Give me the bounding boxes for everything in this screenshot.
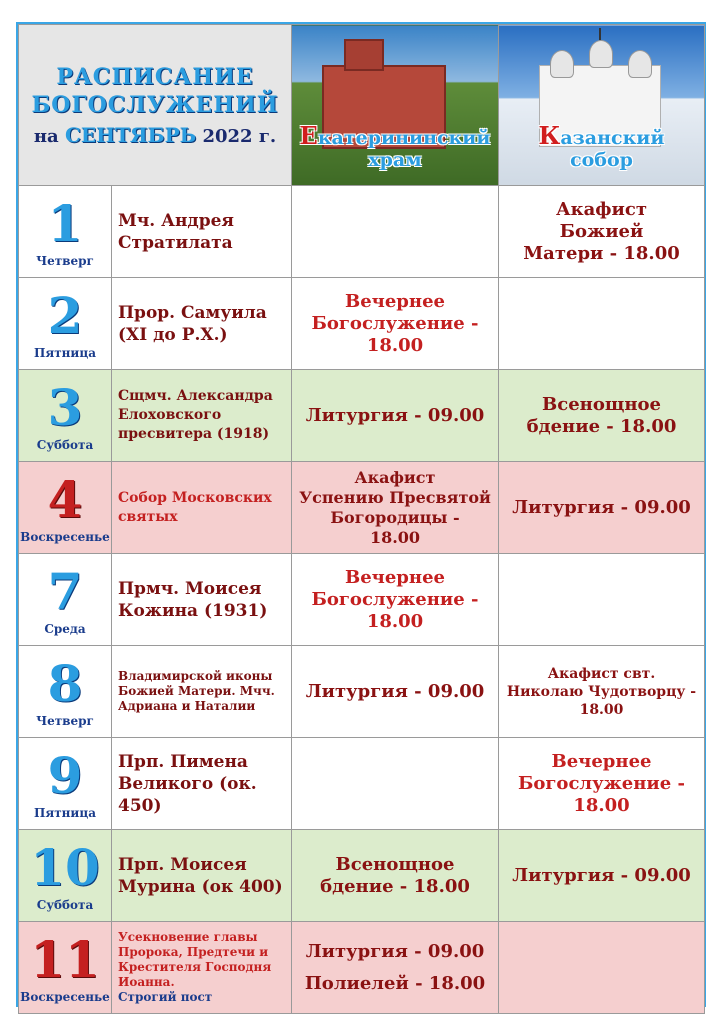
saint-cell xyxy=(112,186,292,278)
ekaterininsky-service-cell xyxy=(292,554,499,646)
service-line: 18.00 xyxy=(366,610,424,632)
ekaterininsky-caption xyxy=(292,121,498,171)
saint-cell xyxy=(112,370,292,462)
title-cell xyxy=(19,25,292,186)
service-line: Вечернее xyxy=(345,566,445,588)
service-line: Успению Пресвятой xyxy=(299,487,491,507)
ekaterininsky-service-cell xyxy=(292,646,499,738)
day-cell xyxy=(19,922,112,1014)
church2-rest: азанский xyxy=(560,127,665,149)
day-number: 10 xyxy=(30,837,100,897)
service-line: 18.00 xyxy=(573,794,630,816)
service-line: Литургия - 09.00 xyxy=(305,680,485,702)
service-line: Богородицы - xyxy=(330,507,460,527)
kazansky-service-cell xyxy=(499,186,705,278)
weekday-label: Воскресенье xyxy=(20,529,110,544)
saint-cell xyxy=(112,830,292,922)
service-line: 18.00 xyxy=(579,701,624,718)
day-number: 11 xyxy=(30,929,100,989)
schedule-row xyxy=(19,278,705,370)
service-line: Акафист свт. xyxy=(547,665,656,682)
day-cell xyxy=(19,370,112,462)
service-line: Акафист xyxy=(354,467,436,487)
schedule-row xyxy=(19,554,705,646)
kazansky-service-cell xyxy=(499,462,705,554)
ekaterininsky-service-cell xyxy=(292,922,499,1014)
weekday-label: Четверг xyxy=(36,713,94,728)
day-number: 2 xyxy=(47,285,83,345)
kazansky-service-cell xyxy=(499,738,705,830)
kazansky-photo xyxy=(499,25,705,186)
weekday-label: Пятница xyxy=(34,805,96,820)
saint-text: Собор Московских святых xyxy=(118,489,272,525)
schedule-row xyxy=(19,370,705,462)
service-line: Полиелей - 18.00 xyxy=(304,972,486,994)
schedule-row xyxy=(19,462,705,554)
saint-text: Сщмч. Александра Елоховского пресвитера (1918) xyxy=(118,388,273,442)
kazansky-service-cell xyxy=(499,278,705,370)
kazansky-service-cell xyxy=(499,646,705,738)
kazansky-service-cell xyxy=(499,830,705,922)
service-line: 18.00 xyxy=(366,334,424,356)
weekday-label: Пятница xyxy=(34,345,96,360)
day-cell xyxy=(19,462,112,554)
kazansky-service-cell xyxy=(499,922,705,1014)
kazansky-caption xyxy=(499,121,704,171)
weekday-label: Воскресенье xyxy=(20,989,110,1004)
service-line: 18.00 xyxy=(369,527,421,547)
kazansky-service-cell xyxy=(499,370,705,462)
day-number: 3 xyxy=(47,377,83,437)
weekday-label: Четверг xyxy=(36,253,94,268)
header-row xyxy=(19,25,705,186)
day-cell xyxy=(19,554,112,646)
ekaterininsky-service-cell xyxy=(292,370,499,462)
saint-note: Строгий пост xyxy=(118,990,213,1004)
service-line: Матери - 18.00 xyxy=(523,242,680,264)
title-month: СЕНТЯБРЬ xyxy=(64,123,197,147)
saint-text: Прп. Моисея Мурина (ок 400) xyxy=(118,854,283,897)
weekday-label: Среда xyxy=(44,621,86,636)
saint-text: Прп. Пимена Великого (ок. 450) xyxy=(118,751,257,816)
ekaterininsky-service-cell xyxy=(292,278,499,370)
schedule-row xyxy=(19,738,705,830)
day-number: 1 xyxy=(47,193,83,253)
title-month-line xyxy=(19,123,291,147)
service-line: бдение - 18.00 xyxy=(320,875,470,897)
service-line: Богослужение - xyxy=(518,772,685,794)
service-line: Акафист xyxy=(555,198,648,220)
day-number: 7 xyxy=(47,561,83,621)
ekaterininsky-service-cell xyxy=(292,738,499,830)
weekday-label: Суббота xyxy=(36,897,94,912)
day-cell xyxy=(19,830,112,922)
ekaterininsky-service-cell xyxy=(292,830,499,922)
ekaterininsky-service-cell xyxy=(292,186,499,278)
church1-line2: храм xyxy=(368,149,422,171)
church1-rest: катерининский xyxy=(317,127,491,149)
saint-text: Прор. Самуила (XI до Р.Х.) xyxy=(118,302,267,345)
church2-line2: собор xyxy=(570,149,633,171)
day-cell xyxy=(19,278,112,370)
cross-icon xyxy=(599,28,601,40)
kazansky-service-cell xyxy=(499,554,705,646)
service-line: Богослужение - xyxy=(311,588,479,610)
service-line: бдение - 18.00 xyxy=(526,415,677,437)
saint-text: Прмч. Моисея Кожина (1931) xyxy=(118,578,268,621)
title-year: 2022 г. xyxy=(202,126,277,147)
ekaterininsky-service-cell xyxy=(292,462,499,554)
schedule-row xyxy=(19,186,705,278)
saint-text: Мч. Андрея Стратилата xyxy=(118,210,234,253)
ekaterininsky-photo xyxy=(292,25,499,186)
saint-text: Владимирской иконы Божией Матери. Мчч. Адриана и Наталии xyxy=(118,669,275,713)
title-line1: РАСПИСАНИЕ xyxy=(56,64,254,90)
schedule-row xyxy=(19,830,705,922)
service-line: Литургия - 09.00 xyxy=(305,404,485,426)
schedule-frame xyxy=(16,22,706,1007)
title-prefix: на xyxy=(33,126,59,147)
day-cell xyxy=(19,646,112,738)
saint-text: Усекновение главы Пророка, Предтечи и Крестителя Господня Иоанна. xyxy=(118,930,272,989)
service-line: Всенощное xyxy=(542,393,661,415)
saint-cell xyxy=(112,554,292,646)
service-line: Николаю Чудотворцу - xyxy=(506,683,697,700)
service-line: Богослужение - xyxy=(311,312,479,334)
schedule-table xyxy=(18,24,705,1014)
church1-initial: Е xyxy=(299,121,318,150)
schedule-row xyxy=(19,922,705,1014)
saint-cell xyxy=(112,646,292,738)
service-line: Божией xyxy=(559,220,644,242)
service-line: Литургия - 09.00 xyxy=(512,496,691,518)
service-line: Вечернее xyxy=(345,290,445,312)
day-number: 4 xyxy=(47,469,83,529)
day-number: 9 xyxy=(47,745,83,805)
day-cell xyxy=(19,738,112,830)
service-line: Литургия - 09.00 xyxy=(305,940,485,962)
service-line: Литургия - 09.00 xyxy=(512,864,691,886)
service-line: Вечернее xyxy=(551,750,652,772)
saint-cell xyxy=(112,922,292,1014)
weekday-label: Суббота xyxy=(36,437,94,452)
saint-cell xyxy=(112,278,292,370)
church2-initial: К xyxy=(538,121,561,150)
service-line: Всенощное xyxy=(335,853,455,875)
title-line2: БОГОСЛУЖЕНИЙ xyxy=(31,92,279,118)
saint-cell xyxy=(112,738,292,830)
day-cell xyxy=(19,186,112,278)
day-number: 8 xyxy=(47,653,83,713)
saint-cell xyxy=(112,462,292,554)
schedule-row xyxy=(19,646,705,738)
